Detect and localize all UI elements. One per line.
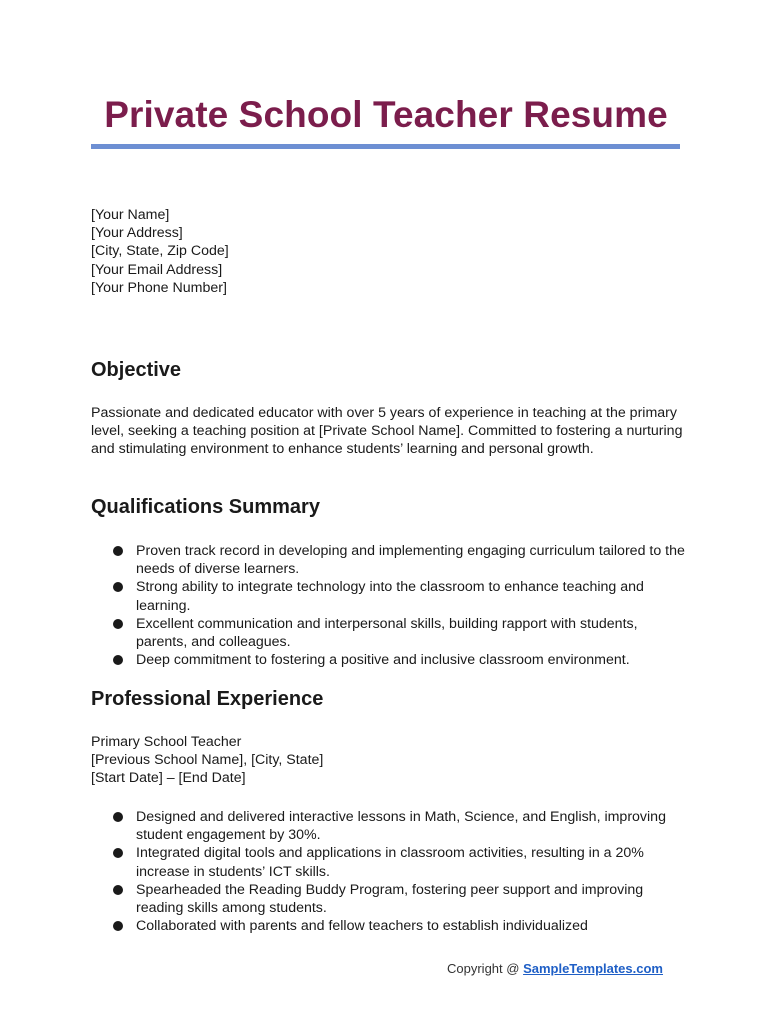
- contact-email: [Your Email Address]: [91, 261, 223, 278]
- list-item-text: Deep commitment to fostering a positive and inclusive classroom environment.: [136, 652, 630, 669]
- job-block: [91, 733, 323, 788]
- contact-address: [Your Address]: [91, 225, 183, 242]
- job-school: [Previous School Name], [City, State]: [91, 752, 324, 769]
- experience-list: [91, 808, 691, 935]
- bullet-icon: [113, 546, 123, 556]
- contact-city-state-zip: [City, State, Zip Code]: [91, 243, 229, 260]
- qualifications-list: [91, 542, 691, 669]
- list-item-text: Designed and delivered interactive lessons in Math, Science, and English, improving student engagement by 30%.: [136, 809, 666, 844]
- list-item-text: Integrated digital tools and applications in classroom activities, resulting in a 20% increase in students’ ICT skills.: [136, 845, 644, 880]
- copyright-footer: [447, 961, 663, 976]
- sampletemplates-link[interactable]: SampleTemplates.com: [523, 961, 663, 976]
- list-item-text: Spearheaded the Reading Buddy Program, fostering peer support and improving reading skills among students.: [136, 881, 644, 917]
- bullet-icon: [113, 885, 123, 895]
- job-dates: [Start Date] – [End Date]: [91, 770, 246, 787]
- list-item: [91, 542, 691, 578]
- contact-phone: [Your Phone Number]: [91, 279, 227, 296]
- list-item: [91, 808, 691, 844]
- qualifications-heading: Qualifications Summary: [91, 496, 320, 518]
- list-item-text: Proven track record in developing and implementing engaging curriculum tailored to the needs of diverse learners.: [136, 543, 685, 578]
- objective-heading: Objective: [91, 359, 182, 381]
- list-item: [91, 615, 691, 651]
- bullet-icon: [113, 848, 123, 858]
- list-item: [91, 578, 691, 614]
- bullet-icon: [113, 812, 123, 822]
- title-underline: [91, 144, 680, 149]
- copyright-prefix: Copyright @: [447, 961, 524, 976]
- objective-text: Passionate and dedicated educator with over 5 years of experience in teaching at the primary level, seeking a teaching position at [Private School Name]. Committed to fostering a nurturing and stimulating environment to enhance students’ learning and personal growth.: [91, 405, 683, 458]
- experience-heading: Professional Experience: [91, 688, 324, 710]
- list-item-text: Excellent communication and interpersonal skills, building rapport with students, parents, and colleagues.: [136, 615, 638, 651]
- contact-name: [Your Name]: [91, 207, 170, 223]
- list-item: [91, 651, 691, 669]
- list-item-text: Collaborated with parents and fellow teachers to establish individualized: [136, 918, 588, 935]
- bullet-icon: [113, 619, 123, 629]
- bullet-icon: [113, 655, 123, 665]
- list-item: [91, 844, 691, 880]
- list-item: [91, 917, 691, 935]
- list-item-text: Strong ability to integrate technology into the classroom to enhance teaching and learning.: [136, 579, 644, 614]
- bullet-icon: [113, 582, 123, 592]
- job-title: Primary School Teacher: [91, 734, 242, 750]
- bullet-icon: [113, 921, 123, 931]
- document-title: Private School Teacher Resume: [104, 94, 668, 135]
- list-item: [91, 881, 691, 917]
- contact-block: [91, 206, 229, 297]
